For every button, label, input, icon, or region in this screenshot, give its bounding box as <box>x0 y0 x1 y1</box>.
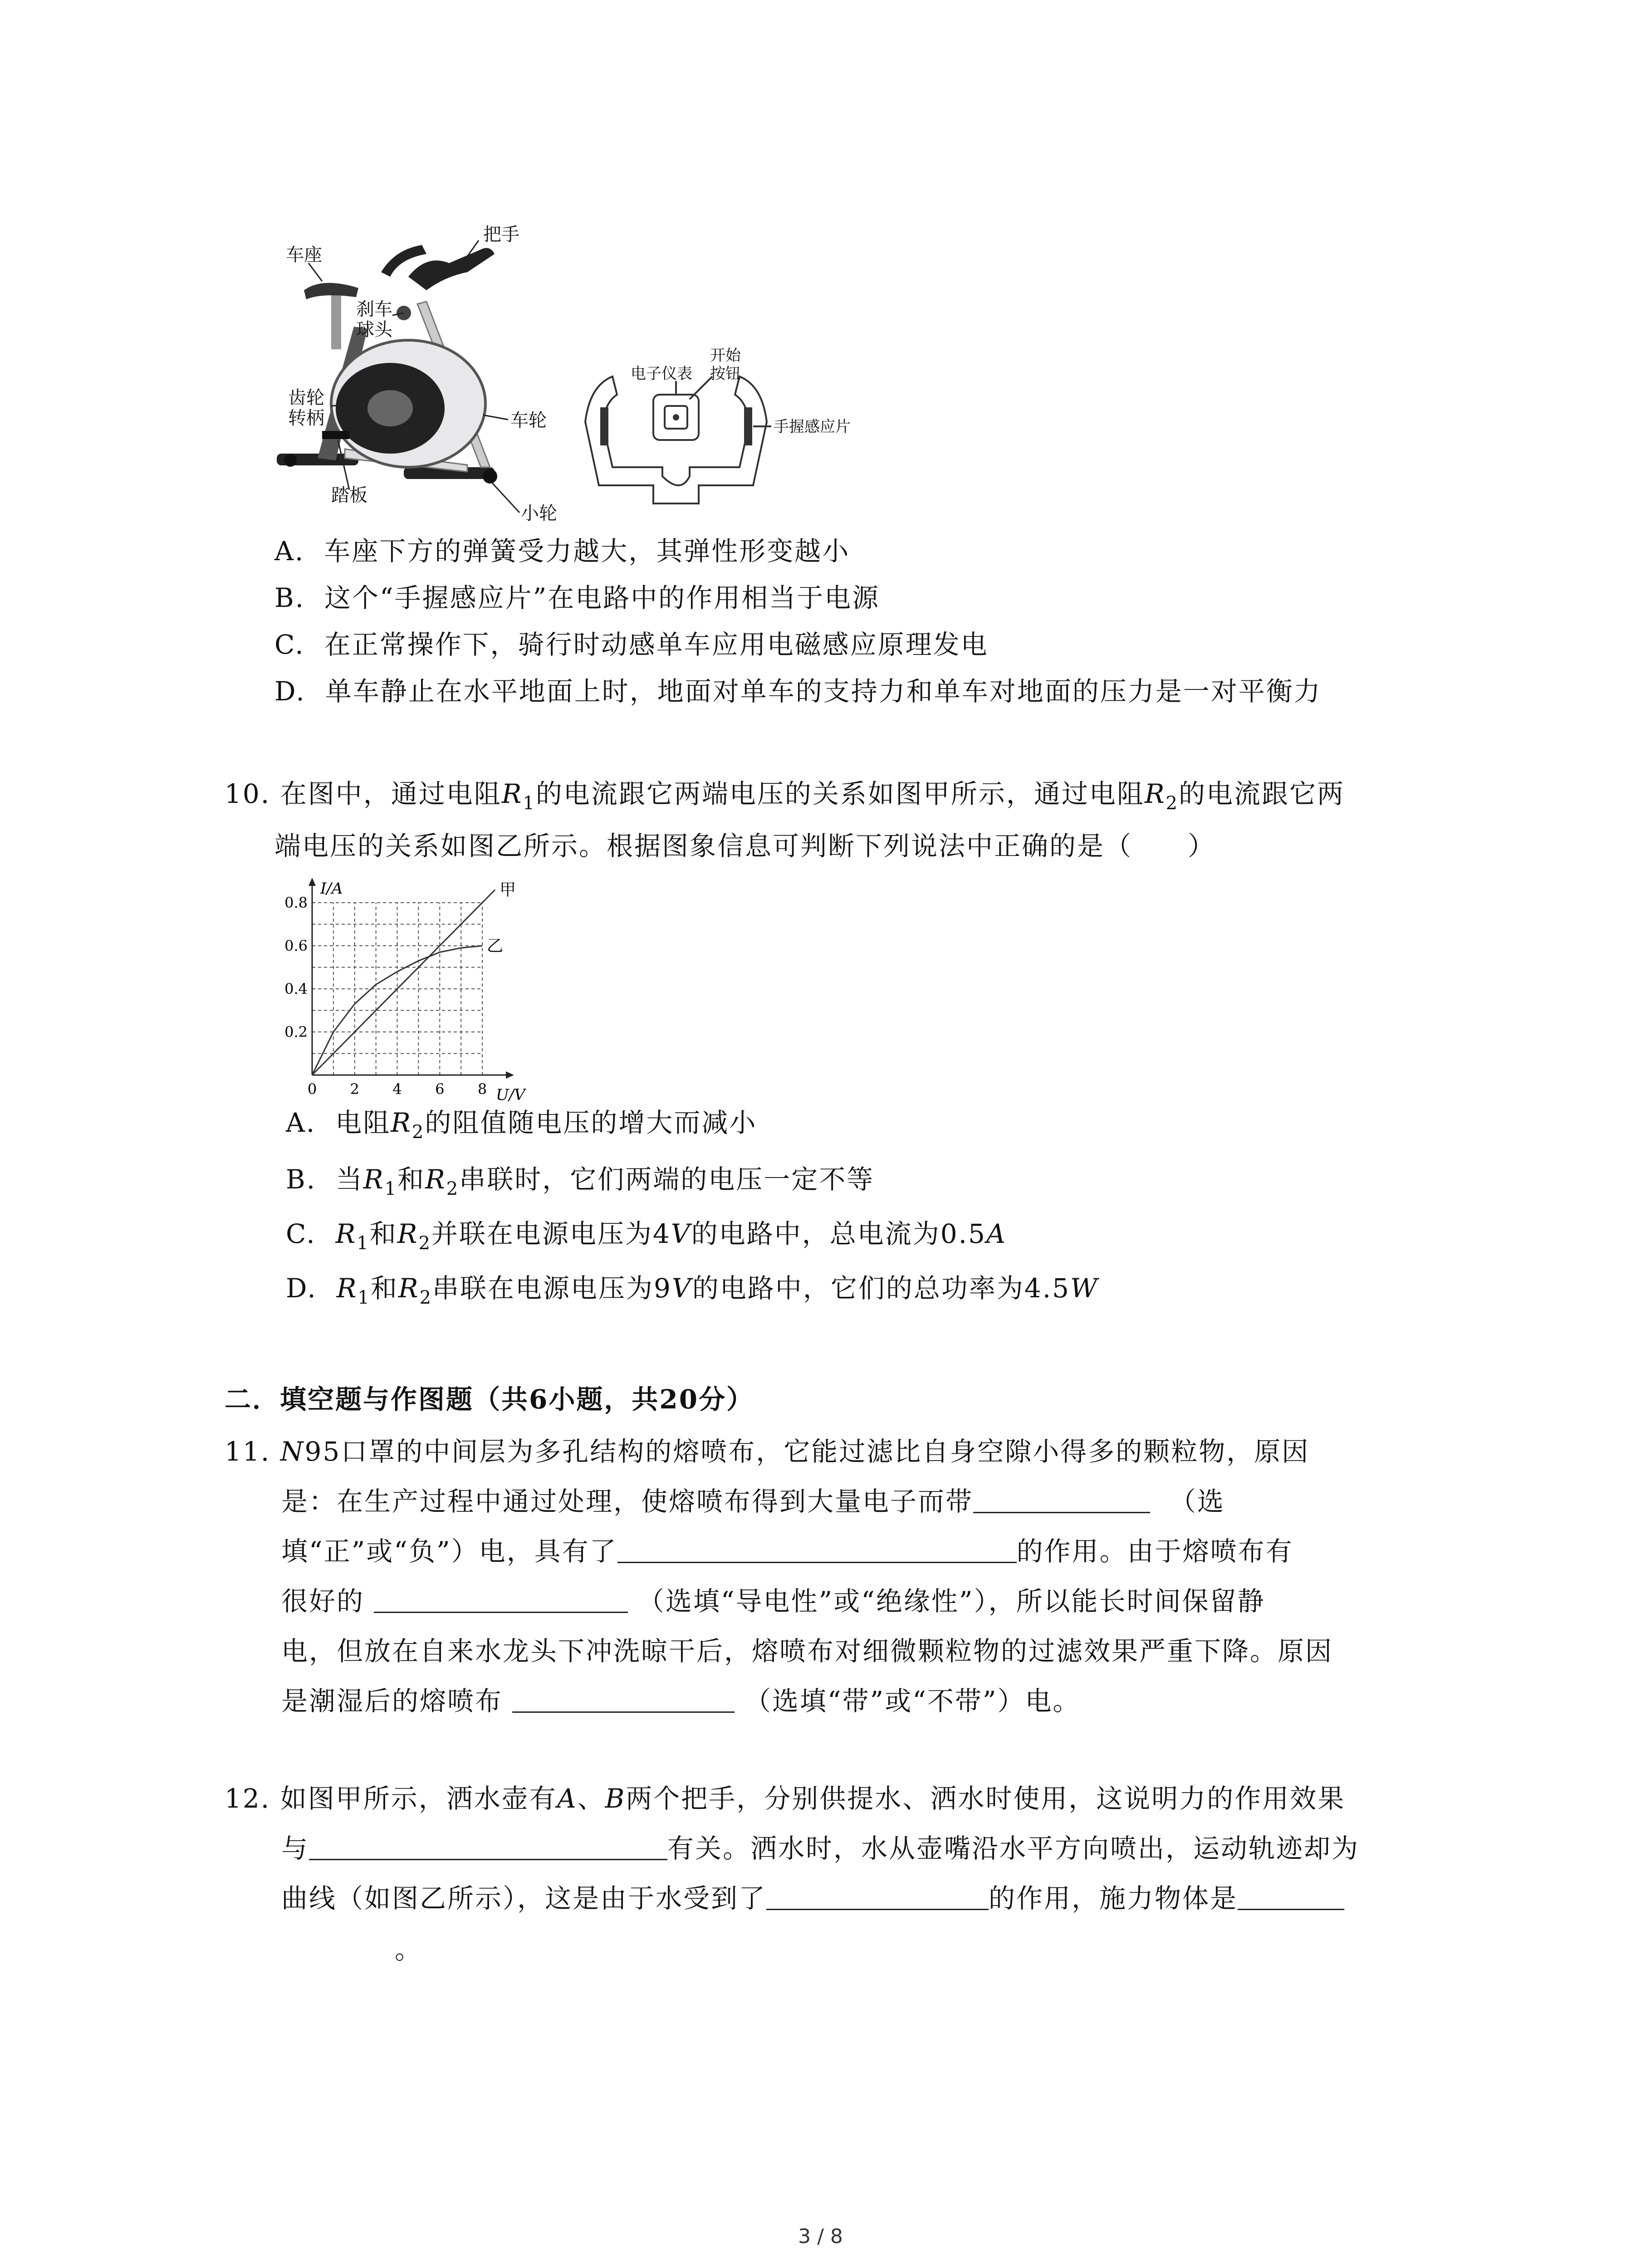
q11-text: 电，但放在自来水龙头下冲洗晾干后，熔喷布对细微颗粒物的过滤效果严重下降。原因 <box>281 1636 1333 1667</box>
question-number: 10. <box>225 778 271 809</box>
q9-option-c <box>274 626 989 663</box>
q12-text: 、 <box>577 1783 605 1814</box>
option-text: 当 <box>335 1164 363 1195</box>
q11-line-1 <box>225 1433 1309 1470</box>
option-text: 串联在电源电压为9 <box>432 1273 672 1304</box>
option-letter: A. <box>286 1107 316 1138</box>
series-label-0: 甲 <box>500 880 516 899</box>
series-label-1: 乙 <box>487 937 504 955</box>
x-tick-label: 2 <box>350 1080 359 1098</box>
q10-text: 端电压的关系如图乙所示。根据图象信息可判断下列说法中正确的是（ ） <box>274 831 1216 861</box>
y-tick-label: 0.8 <box>284 894 308 911</box>
q11-line-6 <box>281 1683 1081 1719</box>
var-r: R <box>391 1107 412 1138</box>
label-start-2: 按钮 <box>710 365 741 383</box>
q12-text: 与 <box>281 1833 309 1864</box>
subscript: 2 <box>418 1233 431 1254</box>
answer-blank[interactable] <box>766 1882 989 1910</box>
answer-blank[interactable] <box>1238 1882 1344 1910</box>
q12-text: 。 <box>395 1934 423 1965</box>
option-text: 的电路中，它们的总功率为4.5 <box>692 1273 1071 1304</box>
bike-illustration <box>277 245 497 484</box>
q11-line-3 <box>281 1533 1293 1569</box>
var-b: B <box>605 1783 626 1814</box>
label-grip-sensor: 手握感应片 <box>774 418 851 436</box>
option-text: 并联在电源电压为4 <box>431 1218 671 1249</box>
q10-text: 在图中，通过电阻 <box>280 778 502 809</box>
label-brake-2: 球头 <box>356 319 392 340</box>
var-r: R <box>397 1218 419 1249</box>
label-handlebar: 把手 <box>483 224 519 245</box>
x-tick-label: 6 <box>435 1080 445 1098</box>
x-tick-label: 0 <box>307 1080 317 1098</box>
option-letter: C. <box>286 1218 316 1249</box>
subscript: 1 <box>358 1287 371 1308</box>
var-n: N <box>280 1436 305 1467</box>
var-a: A <box>557 1783 578 1814</box>
var-r: R <box>501 778 523 809</box>
page-number <box>0 2225 1641 2248</box>
spin-bike-figure <box>254 213 880 535</box>
q12-line-4 <box>395 1931 422 1968</box>
option-text: 电阻 <box>335 1107 391 1138</box>
label-seat: 车座 <box>286 244 322 265</box>
label-gear-1: 齿轮 <box>288 387 324 408</box>
answer-blank[interactable] <box>973 1485 1150 1513</box>
question-number: 11. <box>225 1436 271 1467</box>
page-number-text: 3 / 8 <box>798 2225 843 2248</box>
y-axis-label: I/A <box>320 880 343 898</box>
q10-line-2 <box>274 828 1215 864</box>
section-title <box>225 1381 754 1418</box>
q11-text: 95口罩的中间层为多孔结构的熔喷布，它能过滤比自身空隙小得多的颗粒物，原因 <box>304 1436 1310 1467</box>
x-tick-label: 4 <box>392 1080 402 1098</box>
option-text: 单车静止在水平地面上时，地面对单车的支持力和单车对地面的压力是一对平衡力 <box>325 676 1322 707</box>
q9-option-d <box>274 673 1322 709</box>
subscript: 2 <box>446 1178 460 1199</box>
handlebar-diagram <box>585 376 771 503</box>
subscript: 1 <box>523 793 536 814</box>
q11-text: 填“正”或“负”）电，具有了 <box>281 1536 617 1567</box>
q9-option-a <box>274 533 850 569</box>
q12-text: 两个把手，分别供提水、洒水时使用，这说明力的作用效果 <box>626 1783 1346 1814</box>
x-tick-label: 8 <box>477 1080 487 1098</box>
y-tick-label: 0.6 <box>284 937 308 954</box>
y-axis-arrow <box>309 878 316 886</box>
option-text: 的阻值随电压的增大而减小 <box>425 1107 757 1138</box>
q10-text: 的电流跟它两端电压的关系如图甲所示，通过电阻 <box>535 778 1145 809</box>
option-text: 这个“手握感应片”在电路中的作用相当于电源 <box>324 582 880 613</box>
option-letter: B. <box>274 582 305 613</box>
option-letter: B. <box>286 1164 317 1195</box>
q10-option-d <box>286 1270 1099 1316</box>
subscript: 2 <box>411 1122 425 1143</box>
subscript: 2 <box>419 1287 433 1308</box>
var-r: R <box>398 1273 420 1304</box>
subscript: 1 <box>384 1178 398 1199</box>
answer-blank[interactable] <box>512 1684 735 1713</box>
option-text: 在正常操作下，骑行时动感单车应用电磁感应原理发电 <box>324 629 989 660</box>
var-r: R <box>425 1164 446 1195</box>
q11-line-2 <box>281 1483 1225 1520</box>
subscript: 1 <box>357 1233 370 1254</box>
question-number: 12. <box>225 1783 271 1814</box>
q11-text: 很好的 <box>281 1586 365 1617</box>
q9-option-b <box>274 580 880 616</box>
label-wheel: 车轮 <box>510 410 547 431</box>
label-small-wheel: 小轮 <box>521 503 557 524</box>
q12-text: 如图甲所示，洒水壶有 <box>280 1783 557 1814</box>
q11-text: （选填“带”或“不带”）电。 <box>744 1686 1081 1716</box>
answer-blank[interactable] <box>309 1832 667 1860</box>
label-meter: 电子仪表 <box>631 365 692 383</box>
iu-chart <box>272 875 526 1107</box>
answer-blank[interactable] <box>617 1535 1017 1563</box>
section-title-text: 二．填空题与作图题（共6小题，共20分） <box>225 1384 754 1415</box>
option-text: 车座下方的弹簧受力越大，其弹性形变越小 <box>324 536 850 567</box>
option-text: 的电路中，总电流为0.5 <box>691 1218 986 1249</box>
q12-line-2 <box>281 1830 1359 1867</box>
q10-option-b <box>286 1161 874 1207</box>
option-letter: C. <box>274 629 305 660</box>
option-letter: D. <box>286 1273 317 1304</box>
q10-line-1 <box>225 776 1345 821</box>
q11-text: 是潮湿后的熔喷布 <box>281 1686 503 1716</box>
y-tick-label: 0.4 <box>284 980 308 997</box>
answer-blank[interactable] <box>374 1584 628 1613</box>
label-start-1: 开始 <box>710 347 741 365</box>
unit-w: W <box>1070 1273 1099 1304</box>
series-line-0 <box>312 890 495 1075</box>
label-brake-1: 刹车 <box>356 299 392 320</box>
q11-text: （选填“导电性”或“绝缘性”），所以能长时间保留静 <box>637 1586 1265 1617</box>
x-axis-arrow <box>506 1071 514 1079</box>
unit-v: V <box>671 1218 691 1249</box>
var-r: R <box>336 1273 358 1304</box>
q12-line-3 <box>281 1880 1344 1916</box>
q11-line-4 <box>281 1583 1265 1619</box>
option-text: 和 <box>369 1218 397 1249</box>
q10-option-c <box>286 1216 1007 1261</box>
q11-text: 是：在生产过程中通过处理，使熔喷布得到大量电子而带 <box>281 1486 974 1517</box>
q12-text: 有关。洒水时，水从壶嘴沿水平方向喷出，运动轨迹却为 <box>667 1833 1360 1864</box>
option-text: 和 <box>397 1164 426 1195</box>
var-r: R <box>363 1164 385 1195</box>
var-r: R <box>335 1218 357 1249</box>
q10-option-a <box>286 1105 757 1150</box>
option-text: 串联时，它们两端的电压一定不等 <box>459 1164 875 1195</box>
y-tick-label: 0.2 <box>284 1023 308 1041</box>
q11-line-5 <box>281 1633 1333 1669</box>
q12-text: 曲线（如图乙所示），这是由于水受到了 <box>281 1883 767 1914</box>
var-r: R <box>1144 778 1166 809</box>
option-text: 和 <box>370 1273 398 1304</box>
option-letter: A. <box>274 536 305 567</box>
q12-line-1 <box>225 1780 1345 1817</box>
q11-text: 的作用。由于熔喷布有 <box>1016 1536 1293 1567</box>
unit-v: V <box>671 1273 692 1304</box>
unit-a: A <box>986 1218 1007 1249</box>
label-pedal: 踏板 <box>331 485 367 506</box>
q11-text: （选 <box>1169 1486 1225 1517</box>
x-axis-label: U/V <box>496 1086 525 1104</box>
subscript: 2 <box>1166 793 1179 814</box>
label-gear-2: 转柄 <box>288 408 324 429</box>
q12-text: 的作用，施力物体是 <box>989 1883 1238 1914</box>
option-letter: D. <box>274 676 306 707</box>
q10-text: 的电流跟它两 <box>1178 778 1345 809</box>
